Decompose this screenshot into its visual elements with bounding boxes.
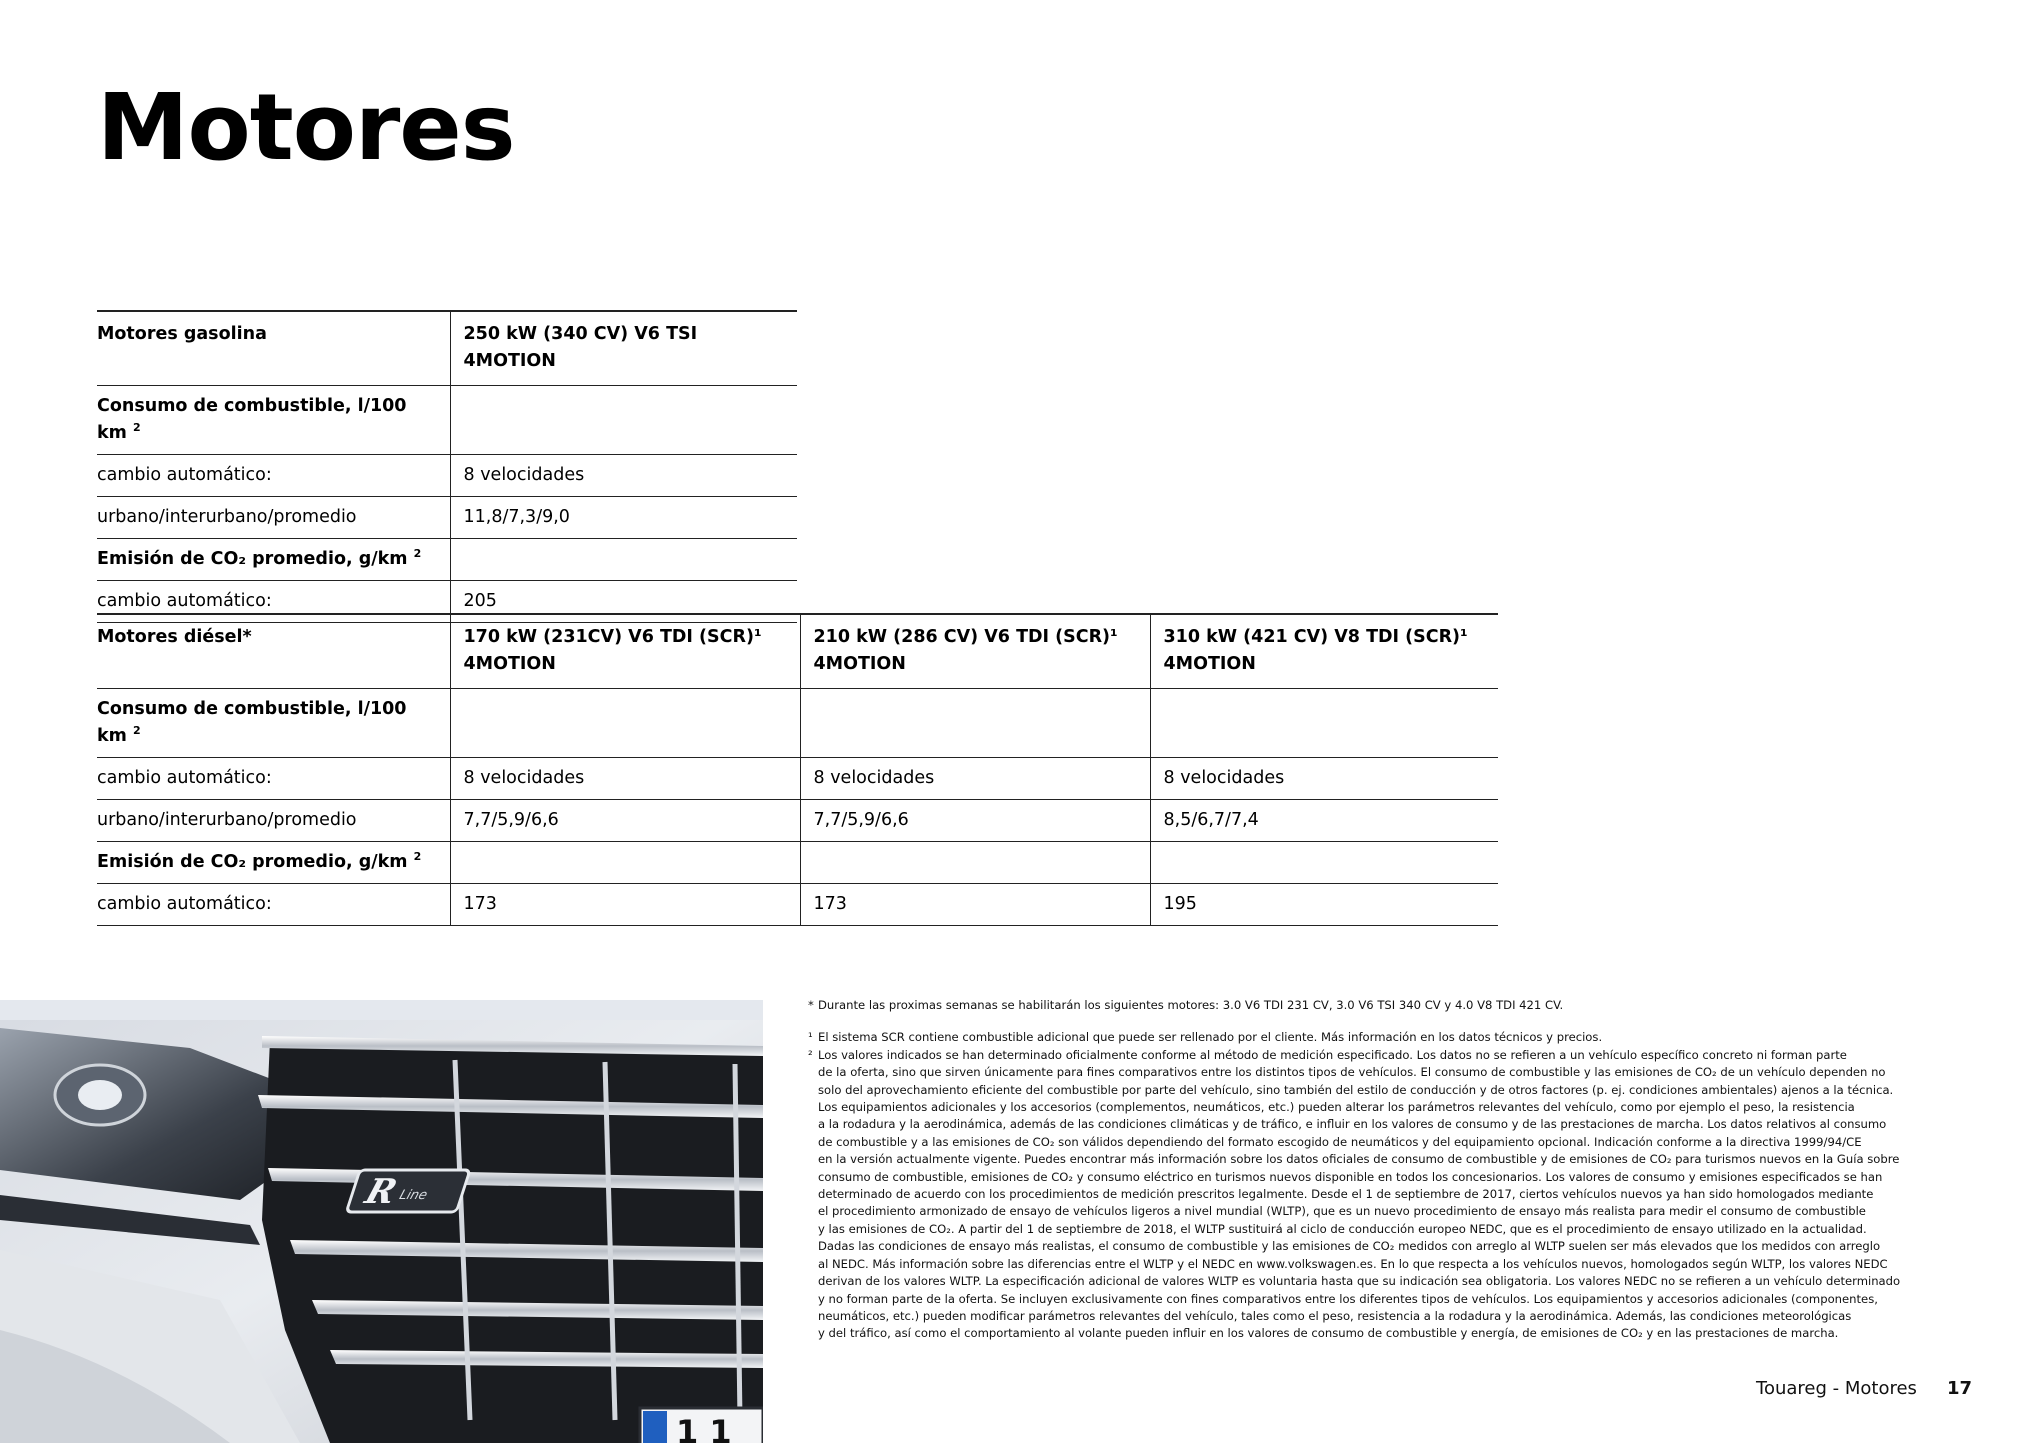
table-row	[97, 689, 1498, 758]
footnote-line: en la versión actualmente vigente. Puedes encontrar más información sobre los datos oficiales de consumo de combustible y de emisiones de CO₂ para turismos nuevos en la Guía sobre	[818, 1152, 1900, 1167]
row-label-text: Consumo de combustible, l/100 km	[97, 699, 407, 746]
table-header-row	[97, 311, 797, 386]
engine-group-header: Motores gasolina	[97, 311, 450, 386]
row-label	[97, 758, 450, 800]
row-label-text: Emisión de CO₂ promedio, g/km	[97, 852, 408, 872]
table-cell	[1150, 689, 1498, 758]
table-cell: 173	[450, 884, 800, 926]
table-cell: 8 velocidades	[800, 758, 1150, 800]
row-label	[97, 884, 450, 926]
row-label-text: urbano/interurbano/promedio	[97, 507, 357, 527]
row-label-text: cambio automático:	[97, 768, 272, 788]
table-row	[97, 758, 1498, 800]
footnote-ref: 2	[132, 421, 141, 434]
footnote-line: a la rodadura y la aerodinámica, además de las condiciones climáticas y de tráfico, e influir en los valores de consumo y de las prestaciones de marcha. Los datos relativos al consumo	[818, 1117, 1887, 1132]
footnote-line: neumáticos, etc.) pueden modificar parámetros relevantes del vehículo, tales como el peso, resistencia a la rodadura y la aerodinámica. Además, las condiciones meteorológicas	[818, 1308, 1852, 1323]
footnote-line: solo del aprovechamiento eficiente del combustible por parte del vehículo, sino también del estilo de conducción y de otros factores (p. ej. condiciones ambientales) ajenos a la técnica.	[818, 1082, 1894, 1097]
engine-column-header: 250 kW (340 CV) V6 TSI 4MOTION	[450, 311, 797, 386]
table-cell: 8 velocidades	[1150, 758, 1498, 800]
page-number: 17	[1946, 1378, 1972, 1399]
footer-label: Touareg - Motores	[1756, 1378, 1917, 1399]
table-cell: 11,8/7,3/9,0	[450, 497, 797, 539]
footnote-text: Durante las proximas semanas se habilitarán los siguientes motores: 3.0 V6 TDI 231 CV, 3.0 V6 TSI 340 CV y 4.0 V8 TDI 421 CV.	[818, 998, 1564, 1012]
diesel-engines-table	[97, 613, 1498, 926]
footnote-text: El sistema SCR contiene combustible adicional que puede ser rellenado por el cliente. Más información en los datos técnicos y precios.	[818, 1030, 1603, 1045]
footnote-ref: 2	[413, 547, 422, 560]
table-cell: 8 velocidades	[450, 758, 800, 800]
petrol-engines-table	[97, 310, 797, 623]
row-label	[97, 842, 450, 884]
table-row	[97, 800, 1498, 842]
table-cell	[800, 689, 1150, 758]
row-label-text: cambio automático:	[97, 591, 272, 611]
footnote-line: determinado de acuerdo con los procedimientos de medición prescritos legalmente. Desde el 1 de septiembre de 2017, ciertos vehículos nuevos ya han sido homologados mediante	[818, 1187, 1874, 1202]
table-row	[97, 539, 797, 581]
table-cell	[450, 689, 800, 758]
footnote-line: Los equipamientos adicionales y los accesorios (complementos, neumáticos, etc.) pueden alterar los parámetros relevantes del vehículo, como por ejemplo el peso, la resistencia	[818, 1100, 1855, 1115]
footnote-line: y no forman parte de la oferta. Se incluyen exclusivamente con fines comparativos entre los diferentes tipos de vehículos. Los equipamientos y accesorios adicionales (componentes,	[818, 1291, 1878, 1306]
table-cell: 195	[1150, 884, 1498, 926]
table-row	[97, 842, 1498, 884]
table-cell: 173	[800, 884, 1150, 926]
table-cell	[450, 539, 797, 581]
table-cell: 8,5/6,7/7,4	[1150, 800, 1498, 842]
row-label	[97, 800, 450, 842]
table-cell: 205	[450, 581, 797, 623]
engine-column-header: 210 kW (286 CV) V6 TDI (SCR)¹ 4MOTION	[800, 614, 1150, 689]
footnote-line: de la oferta, sino que sirven únicamente para fines comparativos entre los distintos tipos de vehículos. El consumo de combustible y las emisiones de CO₂ de un vehículo dependen no	[818, 1065, 1886, 1080]
svg-text:R: R	[360, 1171, 402, 1212]
footnote-line: Los valores indicados se han determinado oficialmente conforme al método de medición especificado. Los datos no se refieren a un vehículo específico concreto ni forman parte	[818, 1047, 1847, 1062]
touareg-rline-grille-image	[0, 1000, 763, 1443]
table-header-row	[97, 614, 1498, 689]
car-grille-photo	[0, 1000, 763, 1443]
footnote-line: al NEDC. Más información sobre las diferencias entre el WLTP y el NEDC en www.volkswagen.es. En lo que respecta a los vehículos nuevos, homologados según WLTP, los valores NEDC	[818, 1256, 1888, 1271]
row-label-text: urbano/interurbano/promedio	[97, 810, 357, 830]
row-label	[97, 497, 450, 539]
table-row	[97, 455, 797, 497]
footnote-1	[808, 1029, 1968, 1046]
engine-group-header: Motores diésel*	[97, 614, 450, 689]
page-footer	[1756, 1378, 1972, 1399]
row-label	[97, 386, 450, 455]
footnote-line: derivan de los valores WLTP. La especificación adicional de valores WLTP es voluntaria hasta que su indicación sea obligatoria. Los valores NEDC no se refieren a un vehículo determinado	[818, 1274, 1901, 1289]
engine-column-header: 170 kW (231CV) V6 TDI (SCR)¹ 4MOTION	[450, 614, 800, 689]
table-cell: 7,7/5,9/6,6	[450, 800, 800, 842]
row-label	[97, 455, 450, 497]
svg-text:Line: Line	[397, 1188, 430, 1203]
footnotes	[808, 997, 1968, 1343]
footnote-line: y las emisiones de CO₂. A partir del 1 de septiembre de 2018, el WLTP sustituirá al ciclo de conducción europeo NEDC, que es el procedimiento de ensayo utilizado en la actualidad.	[818, 1221, 1867, 1236]
table-cell	[450, 842, 800, 884]
page-title: Motores	[97, 74, 515, 181]
table-row	[97, 386, 797, 455]
table-cell	[1150, 842, 1498, 884]
engine-column-header: 310 kW (421 CV) V8 TDI (SCR)¹ 4MOTION	[1150, 614, 1498, 689]
row-label-text: Emisión de CO₂ promedio, g/km	[97, 549, 408, 569]
footnote-line: y del tráfico, así como el comportamiento al volante pueden influir en los valores de consumo de combustible y energía, de emisiones de CO₂ y en las prestaciones de marcha.	[818, 1326, 1839, 1341]
footnote-asterisk	[808, 997, 1968, 1014]
table-row	[97, 884, 1498, 926]
footnote-mark: *	[808, 998, 814, 1012]
footnote-line: el procedimiento armonizado de ensayo de vehículos ligeros a nivel mundial (WLTP), que es un nuevo procedimiento de ensayo más realista para medir el consumo de combustible	[818, 1204, 1866, 1219]
table-cell	[450, 386, 797, 455]
footnote-mark: ²	[808, 1047, 813, 1062]
rline-badge-logo	[346, 1170, 470, 1212]
footnote-line: de combustible y a las emisiones de CO₂ son válidos dependiendo del formato escogido de neumáticos y del equipamiento opcional. Indicación conforme a la directiva 1999/94/CE	[818, 1134, 1862, 1149]
footnote-line: Dadas las condiciones de ensayo más realistas, el consumo de combustible y las emisiones de CO₂ medidos con arreglo al WLTP suelen ser más elevados que los medidos con arreglo	[818, 1239, 1881, 1254]
table-row	[97, 497, 797, 539]
row-label-text: cambio automático:	[97, 894, 272, 914]
table-cell: 7,7/5,9/6,6	[800, 800, 1150, 842]
footnote-text	[818, 1047, 1900, 1343]
footnote-2	[808, 1047, 1968, 1343]
table-cell: 8 velocidades	[450, 455, 797, 497]
row-label-text: cambio automático:	[97, 465, 272, 485]
row-label-text: Consumo de combustible, l/100 km	[97, 396, 407, 443]
footnote-ref: 2	[132, 724, 141, 737]
footnote-mark: ¹	[808, 1030, 813, 1045]
row-label	[97, 689, 450, 758]
svg-text:1 1: 1 1	[676, 1413, 732, 1443]
row-label	[97, 539, 450, 581]
table-cell	[800, 842, 1150, 884]
footnote-ref: 2	[413, 850, 422, 863]
footnote-line: consumo de combustible, emisiones de CO₂ y consumo eléctrico en turismos nuevos disponible en todos los concesionarios. Los valores de consumo y emisiones especificados se han	[818, 1169, 1883, 1184]
